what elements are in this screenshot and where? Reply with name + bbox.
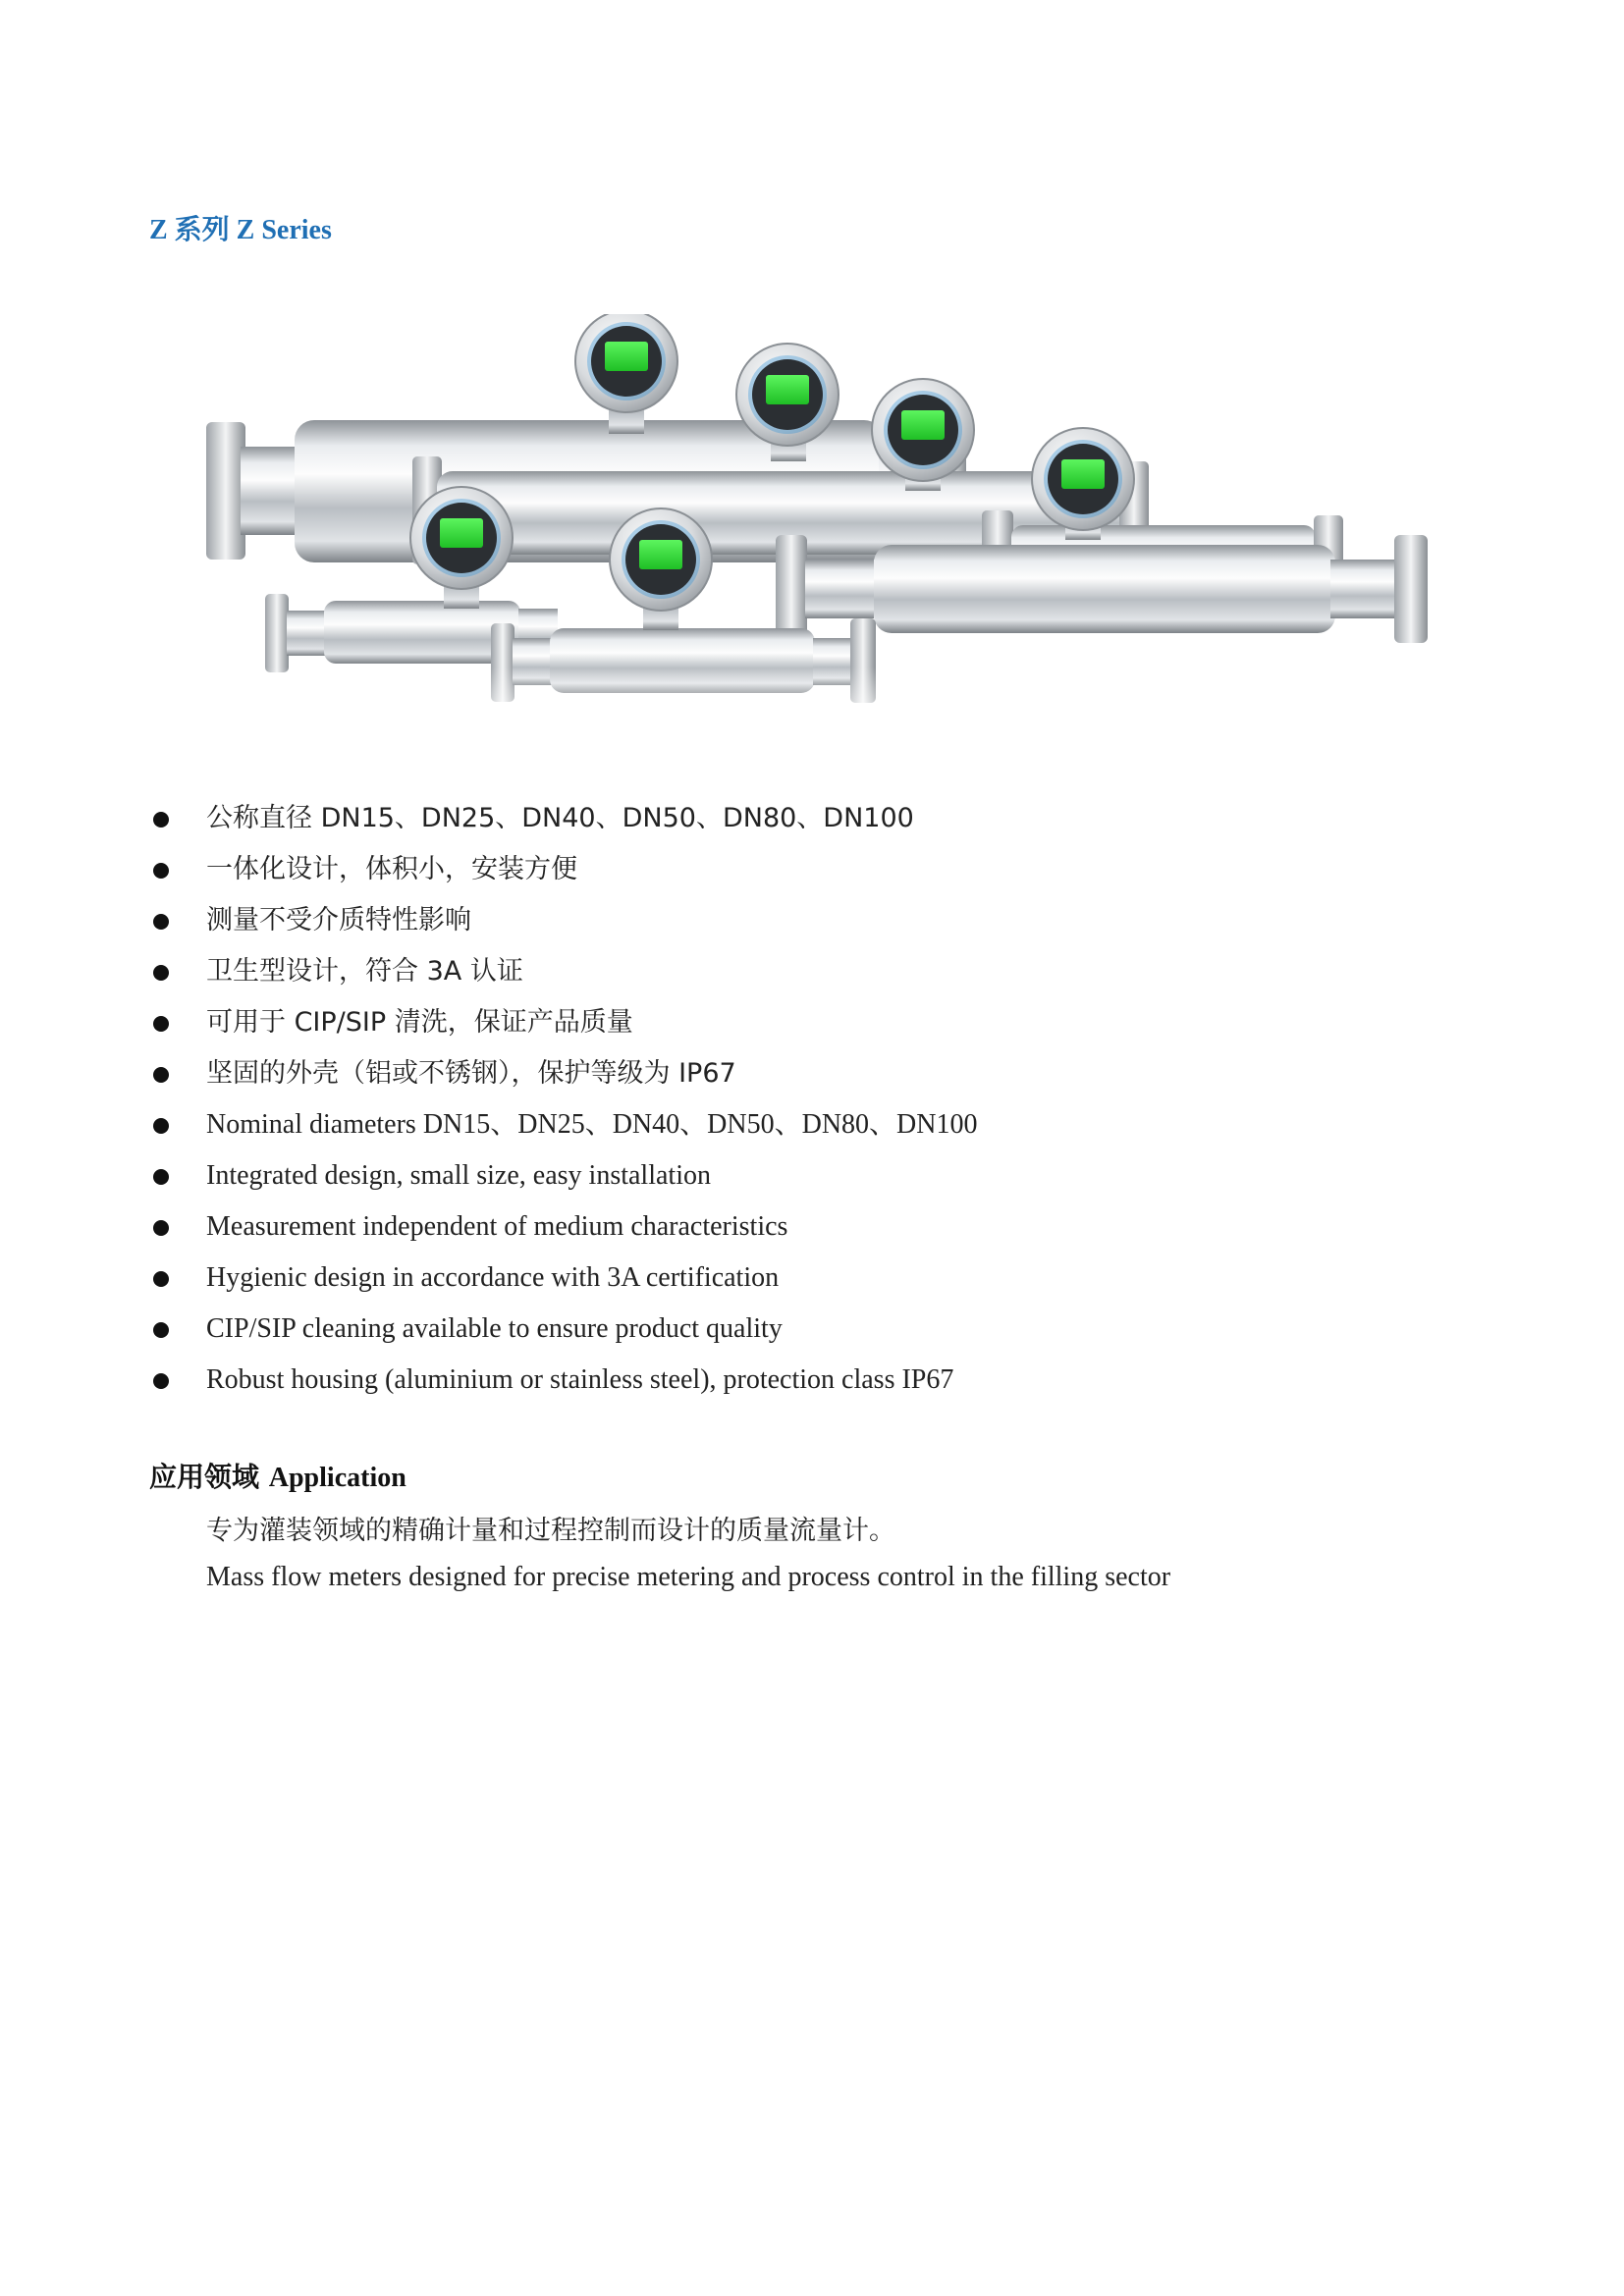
- bullet-icon: [153, 965, 169, 981]
- feature-item: [149, 1099, 1426, 1150]
- feature-item: [149, 997, 1426, 1048]
- feature-item: [149, 1304, 1426, 1355]
- feature-item: [149, 1150, 1426, 1201]
- bullet-icon: [153, 1118, 169, 1134]
- bullet-icon: [153, 863, 169, 879]
- bullet-icon: [153, 1067, 169, 1083]
- features-list: [149, 793, 1426, 1406]
- application-heading-en: Application: [268, 1463, 406, 1493]
- page-title: Z 系列 Z Series: [149, 215, 332, 245]
- feature-text: 公称直径 DN15、DN25、DN40、DN50、DN80、DN100: [206, 803, 914, 833]
- transmitter-6: [610, 508, 712, 630]
- transmitter-1: [575, 314, 677, 434]
- feature-item: [149, 895, 1426, 946]
- feature-text: CIP/SIP cleaning available to ensure product quality: [206, 1313, 783, 1344]
- feature-item: [149, 946, 1426, 997]
- feature-text: Integrated design, small size, easy installation: [206, 1160, 711, 1191]
- feature-text: 一体化设计，体积小，安装方便: [206, 854, 577, 884]
- application-text-en: Mass flow meters designed for precise metering and process control in the filling sector: [206, 1562, 1171, 1592]
- application-text-zh: 专为灌装领域的精确计量和过程控制而设计的质量流量计。: [206, 1516, 895, 1546]
- feature-text: 卫生型设计，符合 3A 认证: [206, 956, 523, 987]
- bullet-icon: [153, 1271, 169, 1287]
- application-heading-zh: 应用领域: [149, 1461, 260, 1493]
- feature-item: [149, 1355, 1426, 1406]
- feature-text: 可用于 CIP/SIP 清洗，保证产品质量: [206, 1007, 633, 1038]
- bullet-icon: [153, 1169, 169, 1185]
- feature-text: Robust housing (aluminium or stainless steel), protection class IP67: [206, 1364, 954, 1395]
- bullet-icon: [153, 1220, 169, 1236]
- application-heading: [149, 1456, 406, 1495]
- feature-item: [149, 793, 1426, 844]
- feature-item: [149, 844, 1426, 895]
- bullet-icon: [153, 1016, 169, 1032]
- feature-item: [149, 1253, 1426, 1304]
- bullet-icon: [153, 1322, 169, 1338]
- feature-item: [149, 1201, 1426, 1253]
- feature-text: 坚固的外壳（铝或不锈钢），保护等级为 IP67: [206, 1058, 736, 1089]
- bullet-icon: [153, 812, 169, 828]
- feature-text: Measurement independent of medium characteristics: [206, 1211, 788, 1242]
- bullet-icon: [153, 914, 169, 930]
- feature-item: [149, 1048, 1426, 1099]
- transmitter-5: [410, 487, 513, 609]
- feature-text: Nominal diameters DN15、DN25、DN40、DN50、DN80、DN100: [206, 1109, 978, 1140]
- product-image: [196, 314, 1434, 736]
- feature-text: Hygienic design in accordance with 3A certification: [206, 1262, 780, 1293]
- bullet-icon: [153, 1373, 169, 1389]
- feature-text: 测量不受介质特性影响: [206, 905, 471, 935]
